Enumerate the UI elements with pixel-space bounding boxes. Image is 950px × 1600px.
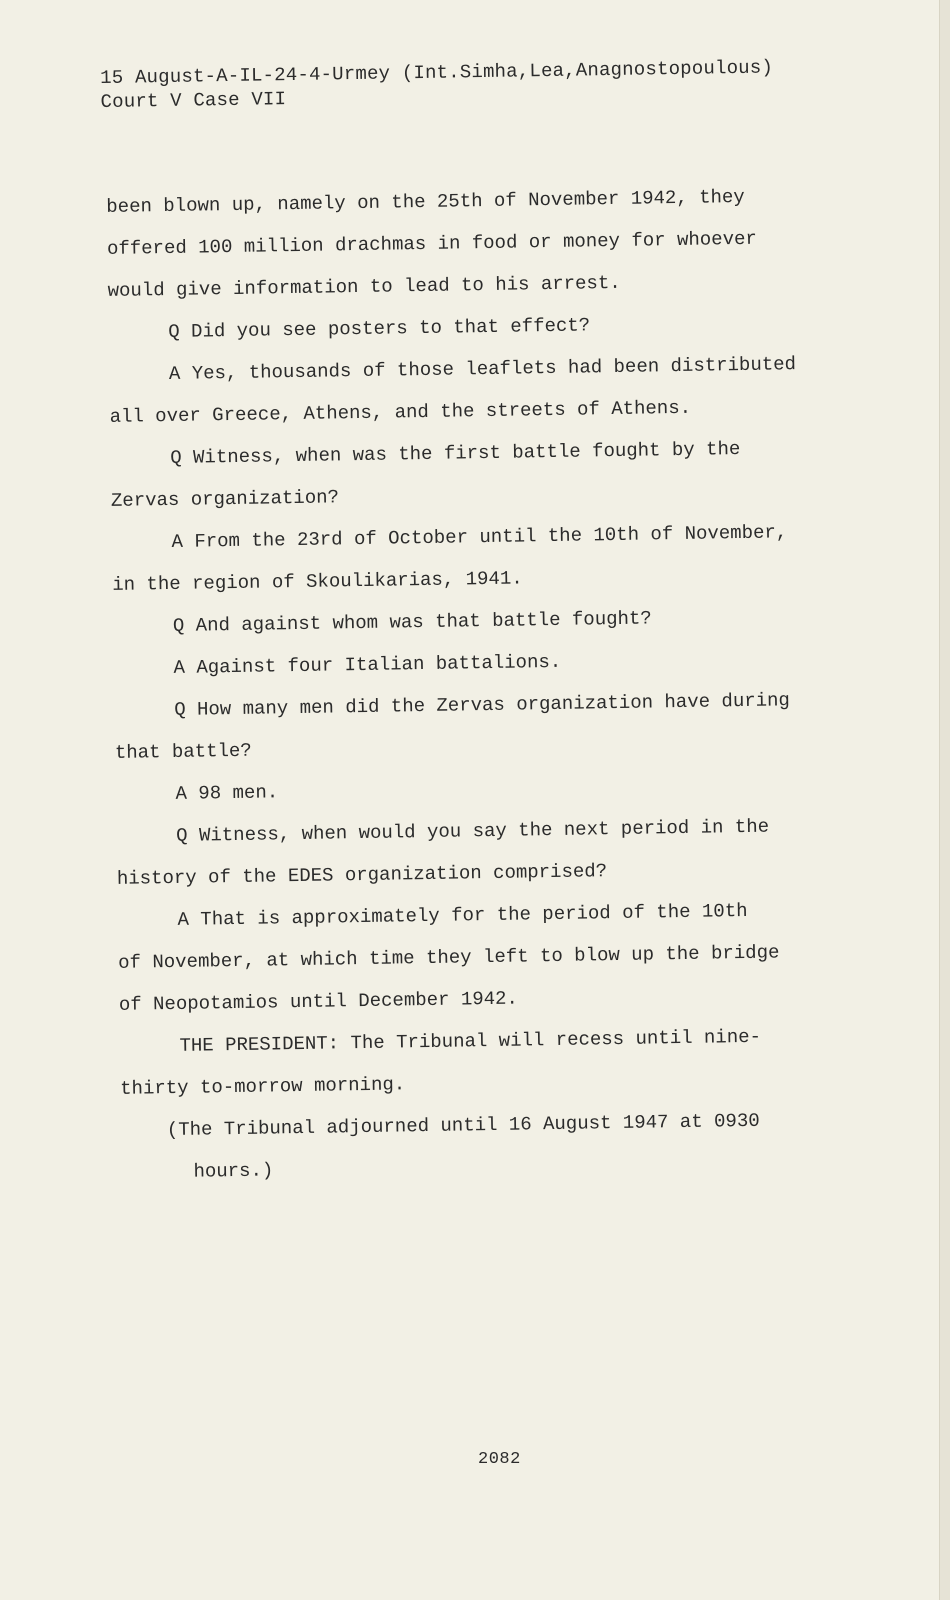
transcript-line: of November, at which time they left to blow up the bridge bbox=[118, 941, 780, 974]
page-number: 2082 bbox=[478, 1450, 521, 1469]
page-edge bbox=[939, 0, 950, 1600]
answer-line: A 98 men. bbox=[175, 781, 279, 805]
answer-line: A Against four Italian battalions. bbox=[173, 650, 562, 679]
transcript-line: would give information to lead to his arrest. bbox=[107, 271, 621, 302]
header-session-line: 15 August-A-IL-24-4-Urmey (Int.Simha,Lea,Anagnostopoulous) bbox=[100, 56, 774, 89]
question-line: Q How many men did the Zervas organization have during bbox=[174, 689, 791, 721]
transcript-line: been blown up, namely on the 25th of November 1942, they bbox=[106, 185, 745, 218]
transcript-line: thirty to-morrow morning. bbox=[120, 1073, 406, 1100]
transcript-line: history of the EDES organization comprised? bbox=[116, 860, 608, 890]
question-line: Q Did you see posters to that effect? bbox=[168, 314, 591, 343]
adjournment-line: (The Tribunal adjourned until 16 August 1947 at 0930 bbox=[166, 1109, 760, 1142]
question-line: Q Witness, when was the first battle fought by the bbox=[170, 438, 741, 469]
transcript-line: that battle? bbox=[114, 739, 252, 764]
answer-line: A From the 23rd of October until the 10th of November, bbox=[171, 521, 788, 553]
header-court-line: Court V Case VII bbox=[100, 88, 287, 113]
transcript-line: offered 100 million drachmas in food or money for whoever bbox=[106, 227, 757, 260]
adjournment-line: hours.) bbox=[193, 1159, 274, 1183]
transcript-body bbox=[102, 174, 898, 1194]
answer-line: A Yes, thousands of those leaflets had been distributed bbox=[168, 353, 797, 385]
page-header bbox=[100, 54, 881, 114]
transcript-line: all over Greece, Athens, and the streets of Athens. bbox=[109, 396, 692, 428]
transcript-line: of Neopotamios until December 1942. bbox=[118, 987, 519, 1016]
transcript-line: in the region of Skoulikarias, 1941. bbox=[112, 567, 523, 596]
president-line: THE PRESIDENT: The Tribunal will recess until nine- bbox=[179, 1025, 762, 1057]
transcript-line: Zervas organization? bbox=[110, 486, 340, 512]
question-line: Q And against whom was that battle fought? bbox=[172, 607, 652, 637]
answer-line: A That is approximately for the period of the 10th bbox=[177, 899, 748, 931]
question-line: Q Witness, when would you say the next period in the bbox=[176, 815, 770, 847]
